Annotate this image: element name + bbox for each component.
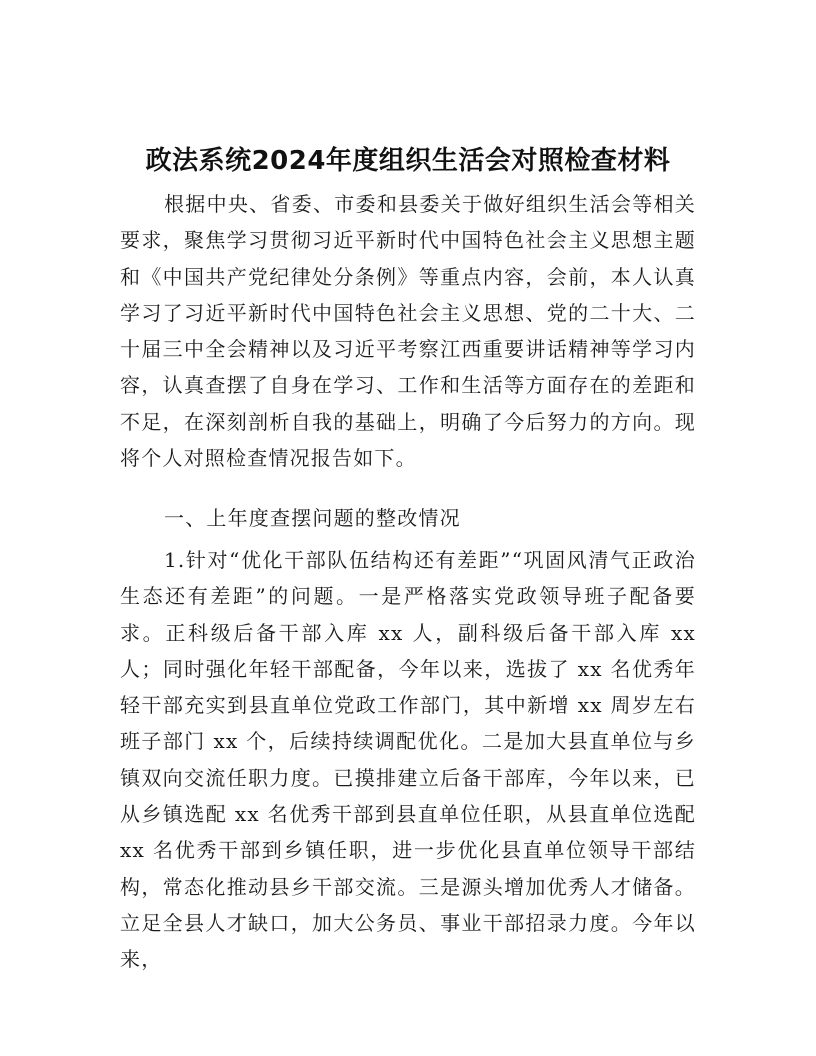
document-title: 政法系统2024年度组织生活会对照检查材料: [145, 146, 671, 176]
section-heading: 一、上年度查摆问题的整改情况: [164, 506, 461, 530]
rectification-paragraph: 1.针对“优化干部队伍结构还有差距”“巩固风清气正政治生态还有差距”的问题。一是严格落实党政领导班子配备要求。正科级后备干部入库 xx 人，副科级后备干部入库 xx 人；同时强化年轻干部配备，今年以来，选拔了 xx 名优秀年轻干部充实到县直单位党政工作部门，其中新增 xx 周岁左右班子部门 xx 个，后续持续调配优化。二是加大县直单位与乡镇双向交流任职力度。已摸排建立后备干部库，今年以来，已从乡镇选配 xx 名优秀干部到县直单位任职，从县直单位选配 xx 名优秀干部到乡镇任职，进一步优化县直单位领导干部结构，常态化推动县乡干部交流。三是源头增加优秀人才储备。立足全县人才缺口，加大公务员、事业干部招录力度。今年以来，: [120, 548, 696, 972]
intro-paragraph: 根据中央、省委、市委和县委关于做好组织生活会等相关要求，聚焦学习贯彻习近平新时代中国特色社会主义思想主题和《中国共产党纪律处分条例》等重点内容，会前，本人认真学习了习近平新时代中国特色社会主义思想、党的二十大、二十届三中全会精神以及习近平考察江西重要讲话精神等学习内容，认真查摆了自身在学习、工作和生活等方面存在的差距和不足，在深刻剖析自我的基础上，明确了今后努力的方向。现将个人对照检查情况报告如下。: [120, 192, 696, 471]
